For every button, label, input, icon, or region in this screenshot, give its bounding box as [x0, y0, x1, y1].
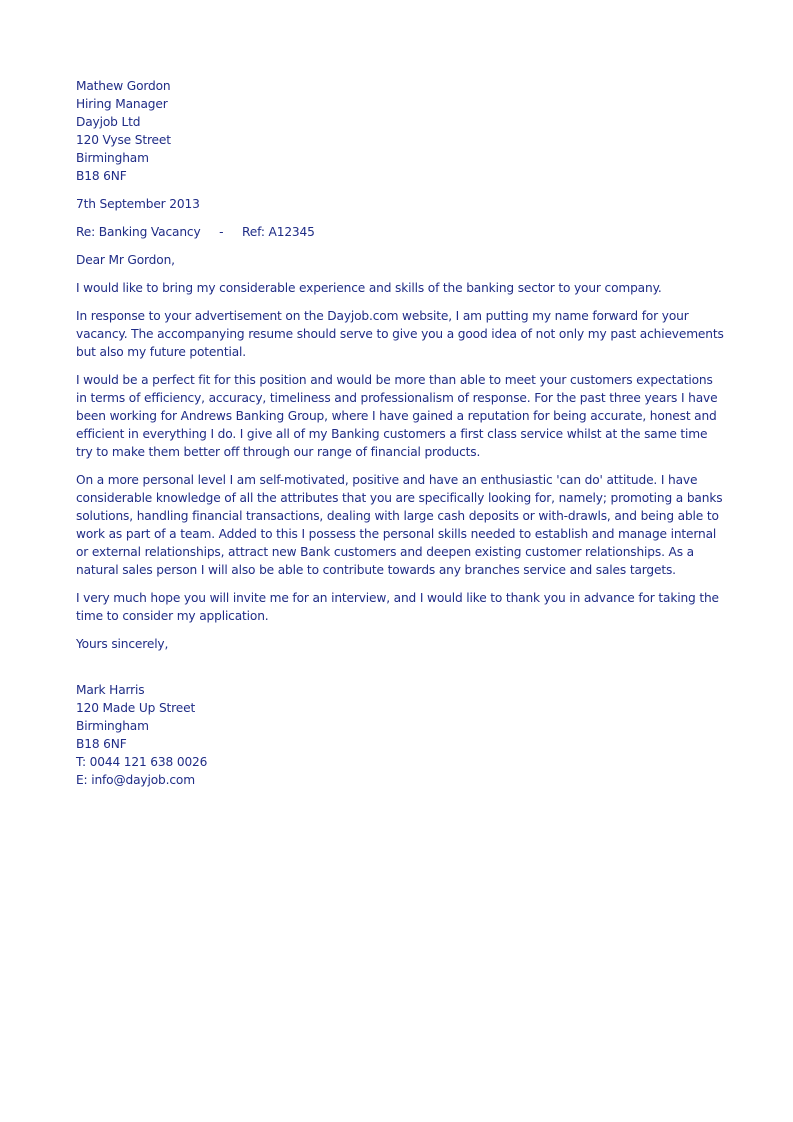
- body-paragraph-4: On a more personal level I am self-motivated, positive and have an enthusiastic 'can do' attitude. I have considerable knowledge of all the attributes that you are specifically looking for, namely; promoting a banks solutions, handling financial transactions, dealing with large cash deposits or with-drawls, and being able to work as part of a team. Added to this I possess the personal skills needed to establish and manage internal or external relationships, attract new Bank customers and deepen existing customer relationships. As a natural sales person I will also be able to contribute towards any branches service and sales targets.: [76, 473, 723, 577]
- sender-postcode: B18 6NF: [76, 737, 127, 751]
- body-paragraph-5: I very much hope you will invite me for an interview, and I would like to thank you in advance for taking the time to consider my application.: [76, 591, 719, 623]
- date-text: 7th September 2013: [76, 197, 200, 211]
- letter-reference: [76, 223, 726, 241]
- letter-salutation: [76, 251, 726, 269]
- reference-text: Re: Banking Vacancy - Ref: A12345: [76, 225, 315, 239]
- sender-signature-block: [76, 681, 726, 789]
- recipient-street: 120 Vyse Street: [76, 133, 171, 147]
- recipient-title: Hiring Manager: [76, 97, 168, 111]
- sender-street: 120 Made Up Street: [76, 701, 196, 715]
- letter-date: [76, 195, 726, 213]
- letter-closing: [76, 635, 726, 653]
- body-paragraph-1: I would like to bring my considerable experience and skills of the banking sector to your company.: [76, 281, 662, 295]
- cover-letter: [76, 77, 726, 799]
- closing-text: Yours sincerely,: [76, 637, 169, 651]
- recipient-city: Birmingham: [76, 151, 149, 165]
- body-paragraph-2: In response to your advertisement on the Dayjob.com website, I am putting my name forward for your vacancy. The accompanying resume should serve to give you a good idea of not only my past achievements but also my future potential.: [76, 309, 724, 359]
- recipient-company: Dayjob Ltd: [76, 115, 141, 129]
- sender-email: E: info@dayjob.com: [76, 773, 195, 787]
- sender-name: Mark Harris: [76, 683, 145, 697]
- recipient-address: [76, 77, 726, 185]
- sender-city: Birmingham: [76, 719, 149, 733]
- recipient-postcode: B18 6NF: [76, 169, 127, 183]
- recipient-name: Mathew Gordon: [76, 79, 171, 93]
- body-paragraph-3: I would be a perfect fit for this position and would be more than able to meet your customers expectations in terms of efficiency, accuracy, timeliness and professionalism of response. For the past three years I have been working for Andrews Banking Group, where I have gained a reputation for being accurate, honest and efficient in everything I do. I give all of my Banking customers a first class service whilst at the same time try to make them better off through our range of financial products.: [76, 373, 718, 459]
- sender-phone: T: 0044 121 638 0026: [76, 755, 208, 769]
- salutation-text: Dear Mr Gordon,: [76, 253, 175, 267]
